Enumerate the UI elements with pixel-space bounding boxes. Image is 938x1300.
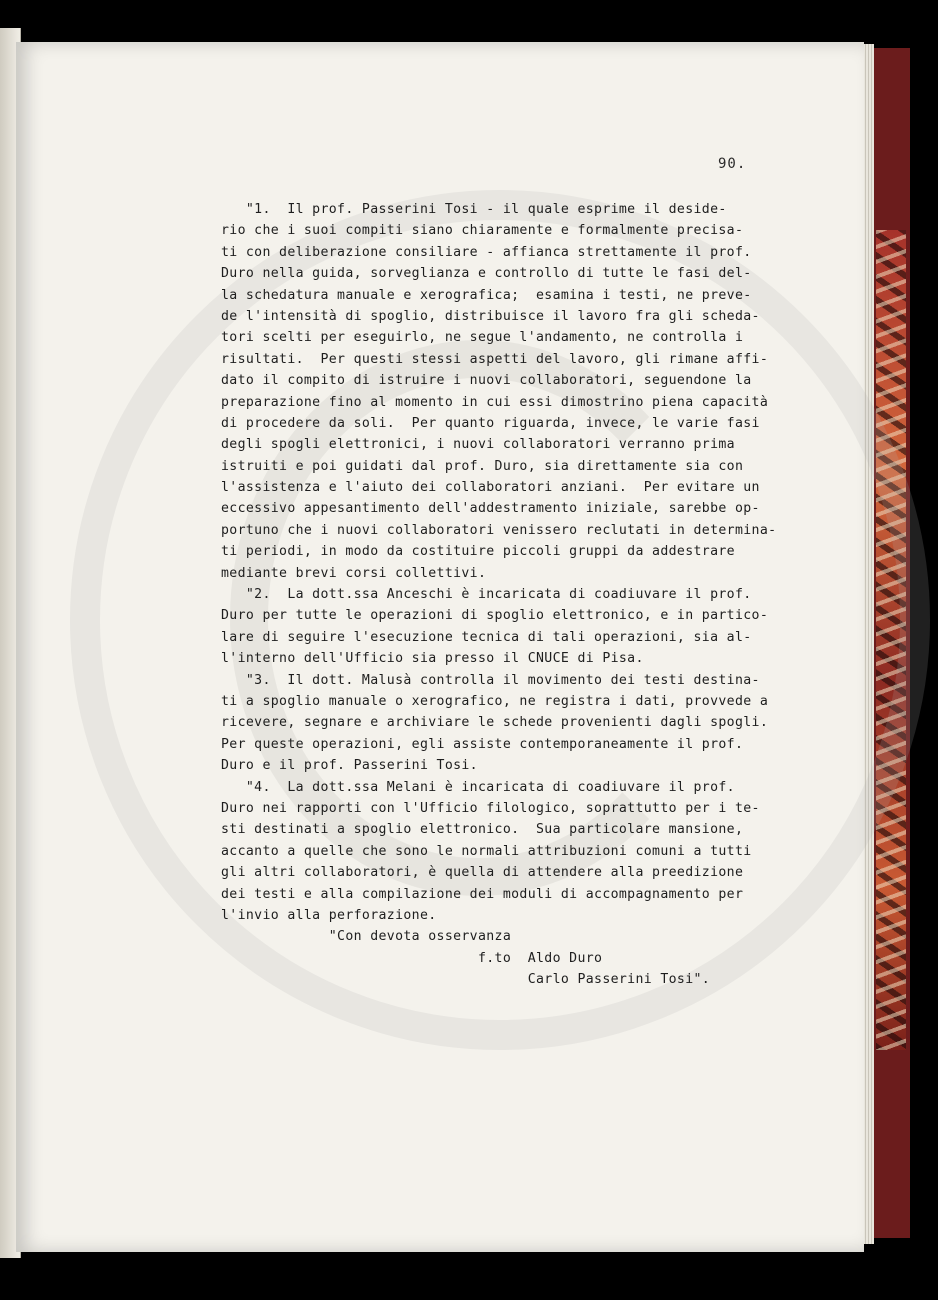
- typed-text-body: [221, 199, 821, 990]
- text-line: lare di seguire l'esecuzione tecnica di tali operazioni, sia al-: [221, 629, 752, 645]
- page-number: 90.: [718, 156, 747, 172]
- text-line: de l'intensità di spoglio, distribuisce il lavoro fra gli scheda-: [221, 308, 760, 324]
- signature-line-2: Carlo Passerini Tosi".: [221, 972, 711, 988]
- marbled-edge: [876, 230, 906, 1050]
- text-line: gli altri collaboratori, è quella di attendere alla preedizione: [221, 865, 744, 881]
- text-line: Per queste operazioni, egli assiste contemporaneamente il prof.: [221, 736, 744, 752]
- text-line: degli spogli elettronici, i nuovi collaboratori verranno prima: [221, 437, 735, 453]
- text-line: ti periodi, in modo da costituire piccoli gruppi da addestrare: [221, 544, 735, 560]
- text-line: "3. Il dott. Malusà controlla il movimento dei testi destina-: [221, 672, 760, 688]
- text-line: tori scelti per eseguirlo, ne segue l'andamento, ne controlla i: [221, 330, 744, 346]
- text-line: preparazione fino al momento in cui essi dimostrino piena capacità: [221, 394, 769, 410]
- text-line: dei testi e alla compilazione dei moduli di accompagnamento per: [221, 886, 744, 902]
- text-line: l'interno dell'Ufficio sia presso il CNUCE di Pisa.: [221, 651, 644, 667]
- text-line: mediante brevi corsi collettivi.: [221, 565, 487, 581]
- signature-line-1: f.to Aldo Duro: [221, 950, 603, 966]
- text-line: sti destinati a spoglio elettronico. Sua particolare mansione,: [221, 822, 744, 838]
- text-line: Duro nella guida, sorveglianza e controllo di tutte le fasi del-: [221, 266, 752, 282]
- text-line: portuno che i nuovi collaboratori venissero reclutati in determina-: [221, 522, 777, 538]
- text-line: "2. La dott.ssa Anceschi è incaricata di coadiuvare il prof.: [221, 587, 752, 603]
- text-line: l'assistenza e l'aiuto dei collaboratori anziani. Per evitare un: [221, 480, 760, 496]
- text-line: Duro per tutte le operazioni di spoglio elettronico, e in partico-: [221, 608, 769, 624]
- text-line: eccessivo appesantimento dell'addestramento iniziale, sarebbe op-: [221, 501, 760, 517]
- text-line: accanto a quelle che sono le normali attribuzioni comuni a tutti: [221, 843, 752, 859]
- text-line: ricevere, segnare e archiviare le schede provenienti dagli spogli.: [221, 715, 769, 731]
- text-line: la schedatura manuale e xerografica; esamina i testi, ne preve-: [221, 287, 752, 303]
- text-line: "4. La dott.ssa Melani è incaricata di coadiuvare il prof.: [221, 779, 735, 795]
- text-line: Duro nei rapporti con l'Ufficio filologico, soprattutto per i te-: [221, 800, 760, 816]
- text-line: l'invio alla perforazione.: [221, 907, 437, 923]
- text-line: "1. Il prof. Passerini Tosi - il quale esprime il deside-: [221, 202, 727, 217]
- text-line: istruiti e poi guidati dal prof. Duro, sia direttamente sia con: [221, 458, 744, 474]
- text-line: di procedere da soli. Per quanto riguarda, invece, le varie fasi: [221, 415, 760, 431]
- text-line: risultati. Per questi stessi aspetti del lavoro, gli rimane affi-: [221, 351, 769, 367]
- text-line: rio che i suoi compiti siano chiaramente e formalmente precisa-: [221, 223, 744, 239]
- text-line: ti con deliberazione consiliare - affianca strettamente il prof.: [221, 244, 752, 260]
- closing-salutation: "Con devota osservanza: [221, 929, 512, 945]
- text-line: ti a spoglio manuale o xerografico, ne registra i dati, provvede a: [221, 693, 769, 709]
- text-line: dato il compito di istruire i nuovi collaboratori, seguendone la: [221, 373, 752, 389]
- text-line: Duro e il prof. Passerini Tosi.: [221, 758, 478, 774]
